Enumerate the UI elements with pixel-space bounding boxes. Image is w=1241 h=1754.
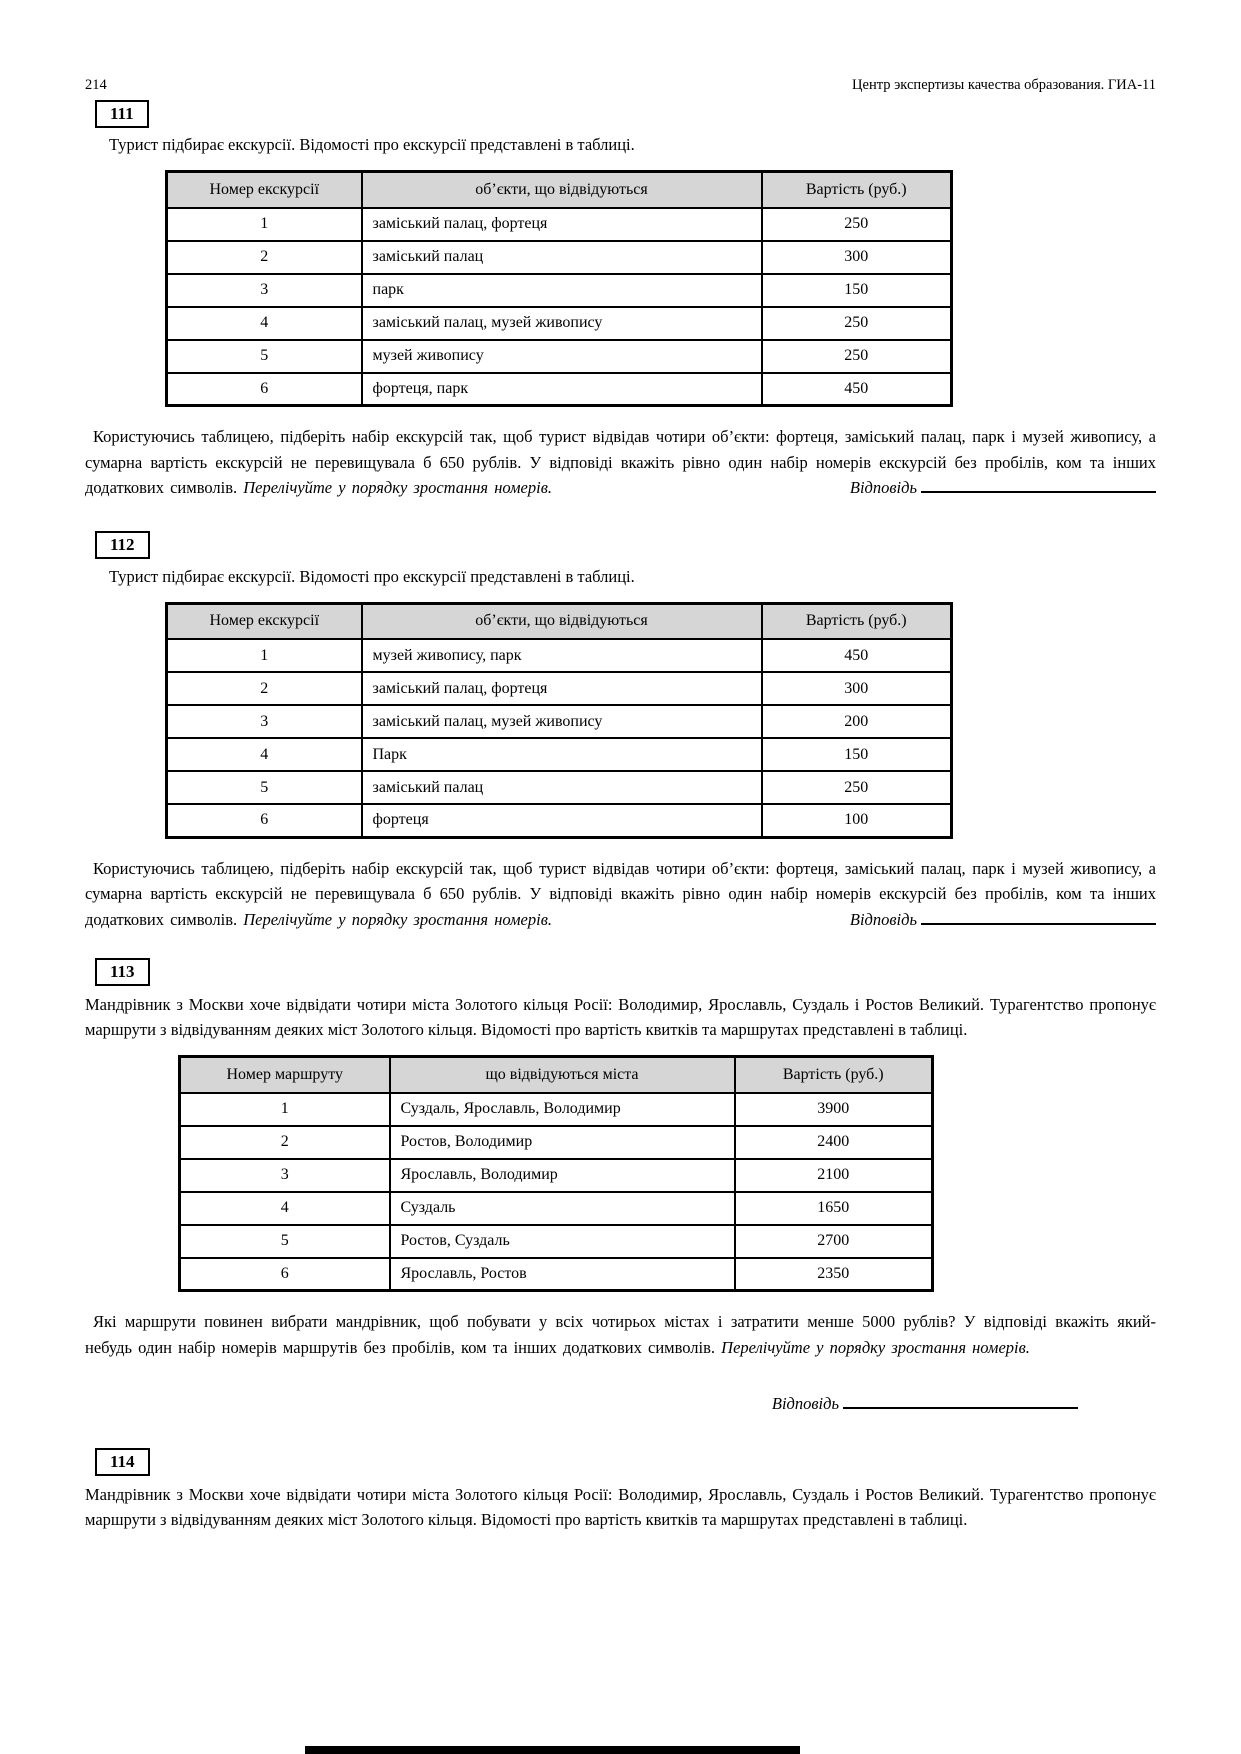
- answer-blank[interactable]: [850, 907, 1156, 933]
- table-cell: 2400: [735, 1126, 933, 1159]
- excursions-table: [165, 170, 953, 407]
- table-cell: 4: [167, 738, 362, 771]
- table-cell: фортеця: [362, 804, 762, 837]
- problem-113: [85, 932, 1156, 1414]
- table-cell: 150: [762, 274, 952, 307]
- table-cell: 3: [180, 1159, 390, 1192]
- problem-114: [85, 1414, 1156, 1532]
- answer-label: Відповідь: [849, 909, 917, 929]
- table-cell: заміський палац, фортеця: [362, 672, 762, 705]
- table-row: [180, 1126, 933, 1159]
- table-cell: 2100: [735, 1159, 933, 1192]
- problem-intro: Турист підбирає екскурсії. Відомості про екскурсії представлені в таблиці.: [109, 566, 635, 586]
- next-table-partial-edge: [305, 1746, 800, 1754]
- table-cell: 450: [762, 639, 952, 672]
- table-cell: 1: [180, 1093, 390, 1126]
- table-cell: 6: [167, 804, 362, 837]
- table-cell: 300: [762, 672, 952, 705]
- table-cell: 2350: [735, 1258, 933, 1291]
- table-cell: 1: [167, 208, 362, 241]
- table-cell: Парк: [362, 738, 762, 771]
- header-title: Центр экспертизы качества образования. ГИА-11: [852, 77, 1156, 93]
- table-header-cell: об’єкти, що відвідуються: [362, 603, 762, 639]
- table-header-cell: що відвідуються міста: [390, 1057, 735, 1093]
- page-header: [85, 76, 1156, 94]
- table-header-row: [167, 603, 952, 639]
- answer-line[interactable]: [843, 1395, 1078, 1409]
- table-header-cell: Вартість (руб.): [735, 1057, 933, 1093]
- page-number: 214: [85, 77, 107, 93]
- problem-number-badge: [95, 100, 149, 128]
- table-cell: 1: [167, 639, 362, 672]
- problem-intro: Турист підбирає екскурсії. Відомості про екскурсії представлені в таблиці.: [109, 135, 635, 154]
- table-cell: парк: [362, 274, 762, 307]
- table-header-cell: Вартість (руб.): [762, 172, 952, 208]
- table-cell: музей живопису: [362, 340, 762, 373]
- table-cell: 1650: [735, 1192, 933, 1225]
- table-cell: заміський палац: [362, 771, 762, 804]
- table-header-cell: Вартість (руб.): [762, 603, 952, 639]
- table-row: [167, 373, 952, 406]
- table-row: [180, 1093, 933, 1126]
- problem-number: 114: [110, 1452, 135, 1471]
- question-note: Перелічуйте у порядку зростання номерів.: [243, 478, 552, 497]
- table-row: [167, 208, 952, 241]
- table-cell: Ярославль, Володимир: [390, 1159, 735, 1192]
- table-header-cell: Номер маршруту: [180, 1057, 390, 1093]
- table-cell: 2700: [735, 1225, 933, 1258]
- problem-number-badge: [95, 531, 150, 559]
- question-note: Перелічуйте у порядку зростання номерів.: [243, 909, 552, 929]
- table-cell: 200: [762, 705, 952, 738]
- table-row: [180, 1225, 933, 1258]
- table-cell: 250: [762, 307, 952, 340]
- table-header-row: [167, 172, 952, 208]
- table-cell: 4: [180, 1192, 390, 1225]
- table-cell: 3: [167, 274, 362, 307]
- table-cell: Ростов, Володимир: [390, 1126, 735, 1159]
- question-text: Користуючись таблицею, підберіть набір екскурсій так, щоб турист відвідав чотири об’єкти: фортеця, заміський палац, парк і музей живопису, а сумарна вартість екскурсій не перевищувала б 650 рублів. У відповіді вкажіть рівно один набір номерів екскурсій без пробілів, ком та інших додаткових символів.: [85, 427, 1156, 497]
- question-text: Користуючись таблицею, підберіть набір екскурсій так, щоб турист відвідав чотири об’єкти: фортеця, заміський палац, парк і музей живопису, а сумарна вартість екскурсій не перевищувала б 650 рублів. У відповіді вкажіть рівно один набір номерів екскурсій без пробілів, ком та інших додаткових символів.: [85, 858, 1156, 929]
- table-cell: 5: [180, 1225, 390, 1258]
- table-cell: заміський палац: [362, 241, 762, 274]
- problem-number: 113: [110, 962, 135, 981]
- table-cell: 4: [167, 307, 362, 340]
- problem-number: 112: [110, 534, 135, 554]
- table-cell: 2: [167, 672, 362, 705]
- problem-number: 111: [110, 104, 134, 123]
- table-row: [167, 771, 952, 804]
- table-cell: Суздаль, Ярославль, Володимир: [390, 1093, 735, 1126]
- routes-table: [178, 1055, 934, 1292]
- excursions-table: [165, 602, 953, 839]
- table-cell: музей живопису, парк: [362, 639, 762, 672]
- problem-number-badge: [95, 1448, 150, 1476]
- answer-blank[interactable]: [85, 1394, 1156, 1414]
- table-cell: 300: [762, 241, 952, 274]
- answer-line[interactable]: [921, 479, 1156, 493]
- table-row: [180, 1192, 933, 1225]
- answer-blank[interactable]: [850, 475, 1156, 501]
- table-row: [167, 738, 952, 771]
- table-cell: 150: [762, 738, 952, 771]
- problem-112: [85, 501, 1156, 933]
- table-row: [180, 1258, 933, 1291]
- table-cell: 2: [167, 241, 362, 274]
- table-row: [167, 804, 952, 837]
- table-cell: 250: [762, 340, 952, 373]
- table-row: [167, 274, 952, 307]
- problem-number-badge: [95, 958, 150, 986]
- answer-label: Відповідь: [771, 1394, 839, 1413]
- table-row: [180, 1159, 933, 1192]
- table-cell: заміський палац, музей живопису: [362, 705, 762, 738]
- table-cell: Ярославль, Ростов: [390, 1258, 735, 1291]
- table-row: [167, 307, 952, 340]
- table-cell: 6: [167, 373, 362, 406]
- problem-question: [85, 856, 1156, 933]
- table-cell: 250: [762, 208, 952, 241]
- table-cell: Суздаль: [390, 1192, 735, 1225]
- problem-intro: Мандрівник з Москви хоче відвідати чотири міста Золотого кільця Росії: Володимир, Ярославль, Суздаль і Ростов Великий. Турагентство пропонує маршрути з відвідуванням деяких міст Золотого кільця. Відомості про вартість квитків та маршрутах представлені в таблиці.: [85, 995, 1156, 1039]
- table-header-cell: Номер екскурсії: [167, 172, 362, 208]
- table-row: [167, 705, 952, 738]
- problem-111: [85, 94, 1156, 501]
- table-cell: 3: [167, 705, 362, 738]
- table-cell: 2: [180, 1126, 390, 1159]
- table-header-cell: Номер екскурсії: [167, 603, 362, 639]
- table-cell: Ростов, Суздаль: [390, 1225, 735, 1258]
- question-note: Перелічуйте у порядку зростання номерів.: [721, 1337, 1030, 1357]
- question-text: Які маршрути повинен вибрати мандрівник, щоб побувати у всіх чотирьох містах і затратити менше 5000 рублів? У відповіді вкажіть який-небудь один набір номерів маршрутів без пробілів, ком та інших додаткових символів.: [85, 1312, 1156, 1357]
- problem-question: [85, 424, 1156, 501]
- table-cell: 5: [167, 771, 362, 804]
- table-cell: 450: [762, 373, 952, 406]
- table-row: [167, 340, 952, 373]
- table-cell: 100: [762, 804, 952, 837]
- table-cell: фортеця, парк: [362, 373, 762, 406]
- table-row: [167, 241, 952, 274]
- answer-line[interactable]: [921, 911, 1156, 925]
- problem-intro: Мандрівник з Москви хоче відвідати чотири міста Золотого кільця Росії: Володимир, Ярославль, Суздаль і Ростов Великий. Турагентство пропонує маршрути з відвідуванням деяких міст Золотого кільця. Відомості про вартість квитків та маршрутах представлені в таблиці.: [85, 1485, 1156, 1529]
- table-cell: заміський палац, фортеця: [362, 208, 762, 241]
- table-row: [167, 672, 952, 705]
- table-cell: 250: [762, 771, 952, 804]
- table-cell: 6: [180, 1258, 390, 1291]
- table-cell: 3900: [735, 1093, 933, 1126]
- table-cell: заміський палац, музей живопису: [362, 307, 762, 340]
- table-header-row: [180, 1057, 933, 1093]
- answer-label: Відповідь: [849, 478, 917, 497]
- table-header-cell: об’єкти, що відвідуються: [362, 172, 762, 208]
- problem-question: [85, 1309, 1156, 1360]
- table-row: [167, 639, 952, 672]
- table-cell: 5: [167, 340, 362, 373]
